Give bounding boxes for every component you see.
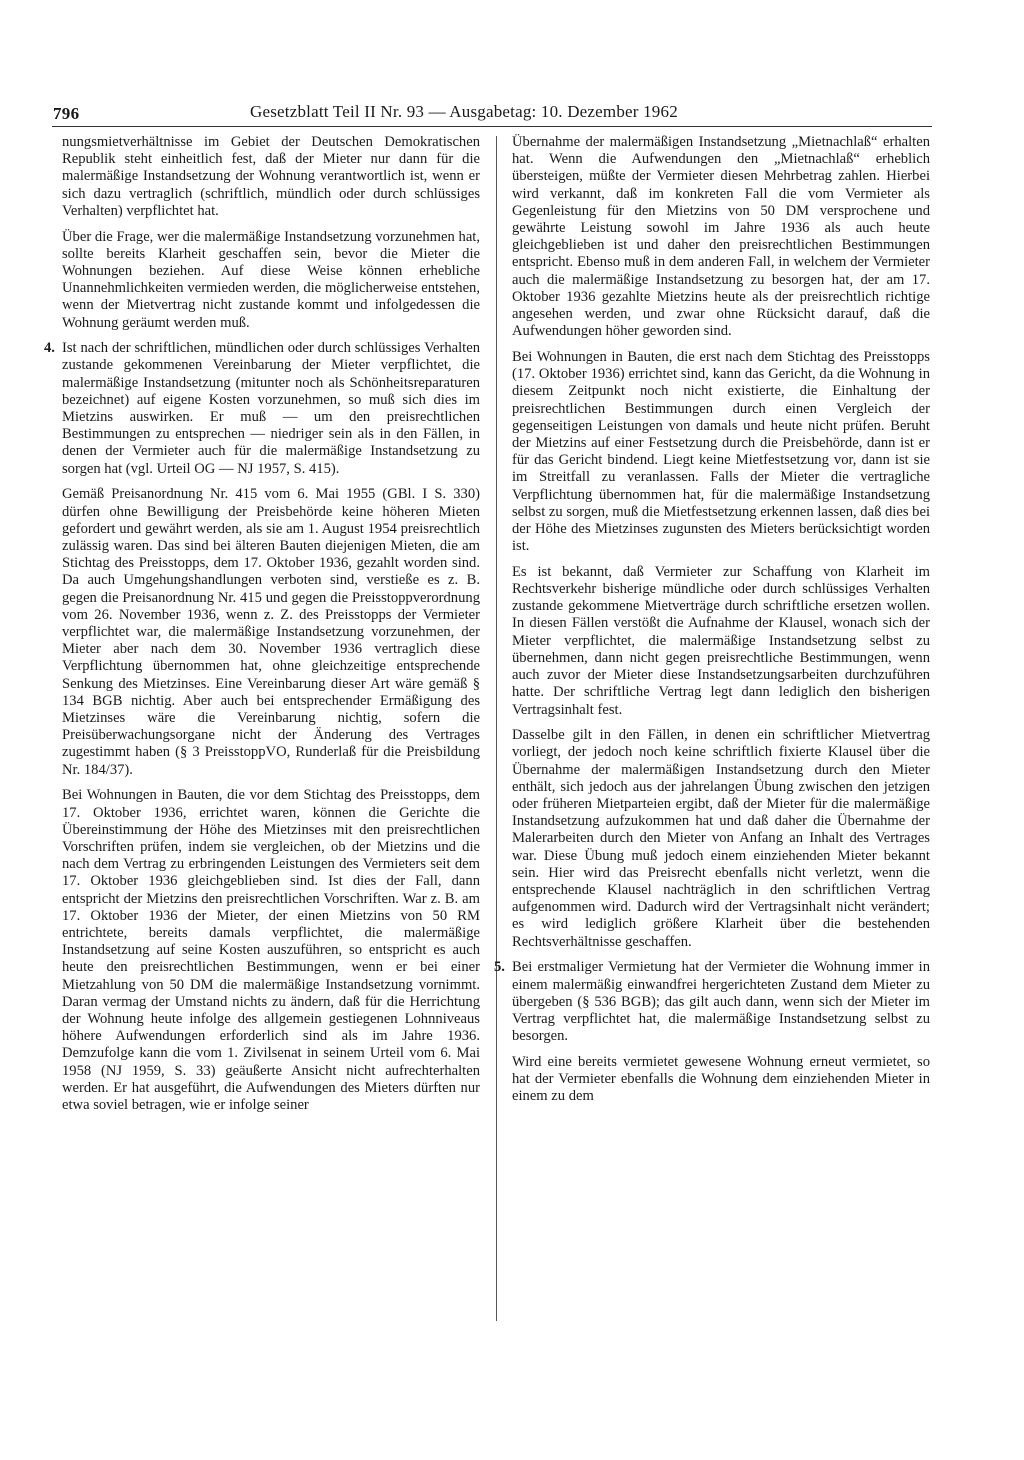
paragraph: Übernahme der malermäßigen Instandsetzung „Mietnachlaß“ erhalten hat. Wenn die Aufwendungen den „Mietnachlaß“ erheblich übersteigen, müßte der Vermieter diesen Mehrbetrag zahlen. Hierbei wird verkannt, daß im konkreten Fall die vom Vermieter als Gegenleistung für den Mietzins von 50 DM versprochene und gewährte Leistung sowohl im Jahre 1936 als auch heute gleichgeblieben ist und daher den preisrechtlichen Bestimmungen entspricht. Ebenso muß in dem anderen Fall, in welchem der Vermieter auch die malermäßige Instandsetzung zu besorgen hat, der am 17. Oktober 1936 gezahlte Mietzins heute als der preisrechtlich richtige angesehen werden, und zwar ohne Rücksicht darauf, daß die Aufwendungen höher geworden sind. [512,134,930,340]
paragraph: Wird eine bereits vermietet gewesene Wohnung erneut vermietet, so hat der Vermieter ebenfalls die Wohnung dem einziehenden Mieter in einem zu dem [512,1053,930,1105]
paragraph: Bei Wohnungen in Bauten, die erst nach dem Stichtag des Preisstopps (17. Oktober 1936) errichtet sind, kann das Gericht, da die Wohnung in diesem Zeitpunkt noch nicht existierte, die Einhaltung der preisrechtlichen Bestimmungen durch einen Vergleich der gegenseitigen Leistungen von damals und heute nicht prüfen. Beruht der Mietzins auf einer Festsetzung durch die Preisbehörde, dann ist er für das Gericht bindend. Liegt keine Mietfestsetzung vor, dann ist sie im Streitfall zu veranlassen. Falls der Mieter die vertragliche Verpflichtung übernommen hat, für die malermäßige Instandsetzung selbst zu sorgen, muß die Mietfestsetzung erkennen lassen, daß dies bei der Höhe des Mietzinses zugunsten des Mieters berücksichtigt worden ist. [512,348,930,555]
paragraph: Dasselbe gilt in den Fällen, in denen ein schriftlicher Mietvertrag vorliegt, der jedoch noch keine schriftlich fixierte Klausel über die Übernahme der malermäßigen Instandsetzung durch den Mieter enthält, sich jedoch aus der jahrelangen Übung zwischen den jetzigen oder früheren Mietparteien ergibt, daß der Mieter für die malermäßige Instandsetzung aufzukommen hat und daß daher die Übernahme der Malerarbeiten durch den Mieter von Anfang an Inhalt des Vertrages war. Diese Übung muß jedoch einem einziehenden Mieter bekannt sein. Hier wird das Preisrecht ebenfalls nicht verletzt, wenn die entsprechende Klausel nachträglich in den schriftlichen Vertrag aufgenommen wird. Dadurch wird der Vertragsinhalt nicht verändert; es wird lediglich größere Klarheit über die bestehenden Rechtsverhältnisse geschaffen. [512,727,930,950]
item-number: 5. [494,959,505,976]
running-header: Gesetzblatt Teil II Nr. 93 — Ausgabetag: 10. Dezember 1962 [250,102,678,121]
page-number: 796 [53,104,80,123]
paragraph: nungsmietverhältnisse im Gebiet der Deutschen Demokratischen Republik steht einheitlich fest, daß der Mieter nur dann für die malermäßige Instandsetzung der Wohnung verantwortlich ist, wenn er sich dazu vertraglich (schriftlich, mündlich oder durch schlüssiges Verhalten) verpflichtet hat. [62,134,480,219]
paragraph: Bei erstmaliger Vermietung hat der Vermieter die Wohnung immer in einem malermäßig einwandfrei hergerichteten Zustand dem Mieter zu übergeben (§ 536 BGB); das gilt auch dann, wenn sich der Mieter im Vertrag verpflichtet hat, die malermäßige Instandsetzung selbst zu besorgen. [512,959,930,1045]
right-column [494,134,930,1114]
numbered-item-5 [494,959,930,1045]
item-number: 4. [44,340,55,357]
paragraph: Bei Wohnungen in Bauten, die vor dem Stichtag des Preisstopps, dem 17. Oktober 1936, errichtet waren, können die Gerichte die Übereinstimmung der Höhe des Mietzinses mit den preisrechtlichen Vorschriften prüfen, indem sie vergleichen, ob der Mietzins und die nach dem Vertrag zu erbringenden Leistungen des Vermieters seit dem 17. Oktober 1936 gleichgeblieben sind. Ist dies der Fall, dann entspricht der Mietzins den preisrechtlichen Vorschriften. War z. B. am 17. Oktober 1936 der Mieter, der einen Mietzins von 50 RM entrichtete, bereits damals verpflichtet, die malermäßige Instandsetzung auf seine Kosten auszuführen, so entspricht es auch heute den preisrechtlichen Bestimmungen, wenn er bei einer Mietzahlung von 50 DM die malermäßige Instandsetzung vornimmt. Daran vermag der Umstand nichts zu ändern, daß für die Herrichtung der Wohnung heute infolge des allgemein gestiegenen Lohnniveaus höhere Aufwendungen erforderlich sind als im Jahre 1936. Demzufolge kann die vom 1. Zivilsenat in seinem Urteil vom 6. Mai 1958 (NJ 1959, S. 33) geäußerte Ansicht nicht aufrechterhalten werden. Er hat ausgeführt, die Aufwendungen des Mieters dürften nur etwa soviel betragen, wie er infolge seiner [62,787,480,1113]
paragraph: Es ist bekannt, daß Vermieter zur Schaffung von Klarheit im Rechtsverkehr bisherige mündliche oder durch schlüssiges Verhalten zustande gekommene Mietverträge durch schriftliche ersetzen wollen. In diesen Fällen verstößt die Aufnahme der Klausel, wonach sich der Mieter verpflichtet, die malermäßige Instandsetzung selbst zu übernehmen, dann nicht gegen preisrechtliche Bestimmungen, wenn auch zuvor der Mieter diese Instandsetzungsarbeiten durchzuführen hatte. Der schriftliche Vertrag legt dann lediglich den bisherigen Vertragsinhalt fest. [512,563,930,718]
column-divider [496,136,497,1321]
paragraph: Ist nach der schriftlichen, mündlichen oder durch schlüssiges Verhalten zustande gekommenen Vereinbarung der Mieter verpflichtet, die malermäßige Instandsetzung (mitunter noch als Schönheitsreparaturen bezeichnet) auf eigene Kosten vorzunehmen, so muß sich dies im Mietzins auswirken. Er muß — um den preisrechtlichen Bestimmungen zu entsprechen — niedriger sein als in den Fällen, in denen der Vermieter auch für die malermäßige Instandsetzung zu sorgen hat (vgl. Urteil OG — NJ 1957, S. 415). [62,340,480,477]
paragraph: Gemäß Preisanordnung Nr. 415 vom 6. Mai 1955 (GBl. I S. 330) dürfen ohne Bewilligung der Preisbehörde keine höheren Mieten gefordert und gewährt werden, als sie am 1. August 1954 preisrechtlich zulässig waren. Das sind bei älteren Bauten diejenigen Mieten, die am Stichtag des Preisstopps, dem 17. Oktober 1936, gezahlt worden sind. Da auch Umgehungshandlungen verboten sind, verstieße es z. B. gegen die Preisanordnung Nr. 415 und gegen die Preisstoppverordnung vom 26. November 1936, wenn z. Z. des Preisstopps der Vermieter verpflichtet war, die malermäßige Instandsetzung vorzunehmen, der Mieter aber nach dem 30. November 1936 vertraglich diese Verpflichtung übernommen hat, ohne gleichzeitige entsprechende Senkung des Mietzinses. Eine Vereinbarung dieser Art wäre gemäß § 134 BGB nichtig. Aber auch bei entsprechender Ermäßigung des Mietzinses wäre die Vereinbarung nichtig, sofern die Preisüberwachungsorgane nicht der Änderung des Vertrages zugestimmt haben (§ 3 PreisstoppVO, Runderlaß für die Preisbildung Nr. 184/37). [62,486,480,778]
left-column [44,134,480,1123]
header-rule [52,126,932,127]
numbered-item-4 [44,340,480,478]
paragraph: Über die Frage, wer die malermäßige Instandsetzung vorzunehmen hat, sollte bereits Klarheit geschaffen sein, bevor die Mieter die Wohnungen beziehen. Auf diese Weise können erhebliche Unannehmlichkeiten vermieden werden, die möglicherweise entstehen, wenn der Mietvertrag nicht zustande kommt und infolgedessen die Wohnung geräumt werden muß. [62,228,480,331]
